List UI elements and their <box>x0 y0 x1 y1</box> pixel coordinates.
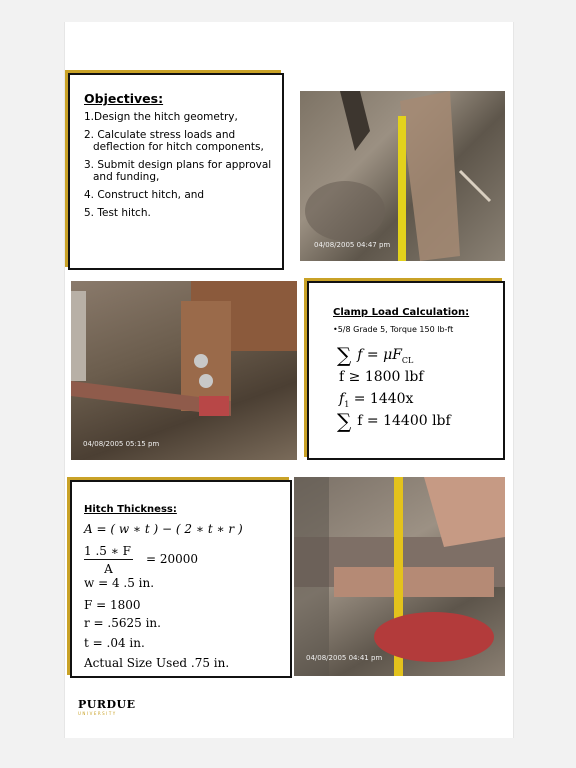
hitch-radius: r = .5625 in. <box>84 616 161 630</box>
photo-tape-measure-soil-illustration <box>300 91 505 261</box>
photo-timestamp: 04/08/2005 04:47 pm <box>314 241 391 249</box>
objective-item: 4. Construct hitch, and <box>84 189 205 201</box>
sum-icon: ∑ <box>337 409 352 433</box>
objectives-box <box>68 73 284 270</box>
photo-timestamp: 04/08/2005 05:15 pm <box>83 440 160 448</box>
objective-item: 5. Test hitch. <box>84 207 151 219</box>
hitch-width: w = 4 .5 in. <box>84 576 155 590</box>
objectives-title: Objectives: <box>84 91 164 106</box>
hitch-area-equation: A = ( w ∗ t ) − ( 2 ∗ t ∗ r ) <box>84 522 243 536</box>
clamp-subtitle: •5/8 Grade 5, Torque 150 lb-ft <box>333 325 454 334</box>
photo-timestamp: 04/08/2005 04:41 pm <box>306 654 383 662</box>
objectives-list <box>84 111 276 225</box>
fraction-denominator: A <box>104 562 113 576</box>
clamp-equation-4: ∑ f = 14400 lbf <box>337 409 451 433</box>
photo-tape-measure-soil <box>300 91 505 261</box>
purdue-logo-subtitle: UNIVERSITY <box>78 711 117 716</box>
clamp-equation-1: ∑ $f = \mu F_{CL}$ <box>337 343 414 367</box>
hitch-stress-fraction <box>84 544 133 576</box>
clamp-equation-3: $f_1 = 1440x$ <box>339 391 414 409</box>
photo-hitch-clamp-illustration <box>71 281 297 460</box>
objective-item: 1.Design the hitch geometry, <box>84 111 238 123</box>
hitch-thickness: t = .04 in. <box>84 636 145 650</box>
photo-hitch-measure <box>294 477 505 676</box>
clamp-load-box <box>307 281 505 460</box>
objective-item: 2. Calculate stress loads and deflection for hitch components, <box>84 129 264 153</box>
purdue-logo: PURDUE <box>78 698 136 711</box>
hitch-actual-size: Actual Size Used .75 in. <box>84 656 230 670</box>
hitch-thickness-box <box>70 480 292 678</box>
hitch-title: Hitch Thickness: <box>84 504 177 515</box>
sum-icon: ∑ <box>337 343 352 367</box>
clamp-title: Clamp Load Calculation: <box>333 307 470 318</box>
photo-hitch-clamp <box>71 281 297 460</box>
fraction-numerator: 1 .5 ∗ F <box>84 544 132 558</box>
hitch-stress-value: = 20000 <box>146 552 199 566</box>
photo-hitch-measure-illustration <box>294 477 505 676</box>
clamp-equation-2: f ≥ 1800 lbf <box>339 369 424 385</box>
objective-item: 3. Submit design plans for approval and funding, <box>84 159 272 183</box>
hitch-force: F = 1800 <box>84 598 141 612</box>
